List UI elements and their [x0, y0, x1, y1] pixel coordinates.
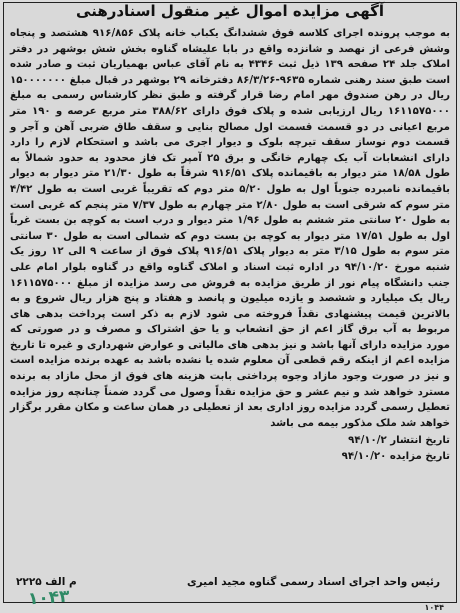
notice-body-block: [10, 26, 450, 465]
handwritten-number-stamp: ۱۰۴۳: [27, 586, 71, 610]
publish-date: تاریخ انتشار ۹۴/۱۰/۲: [348, 435, 450, 447]
notice-title: آگهی مزایده اموال غیر منقول اسنادرهنی: [76, 2, 384, 20]
issuer-signature: رئیس واحد اجرای اسناد رسمی گناوه مجید امیری: [187, 576, 440, 588]
notice-code: م الف ۲۲۲۵: [16, 576, 77, 588]
auction-date: تاریخ مزایده ۹۴/۱۰/۲۰: [341, 451, 450, 463]
notice-dates: [10, 433, 450, 464]
notice-body-text: به موجب پرونده اجرای کلاسه فوق ششدانگ یکباب خانه پلاک ۹۱۶/۸۵۶ هشتصد و پنجاه وشش فرعی از نهصد و شانزده واقع در بابا علیشاه گناوه بخش شش بوشهر در دفتر املاک جلد ۲۴ صفحه ۱۳۹ ذیل ثبت ۴۳۴۶ به نام آقای عباس بهمیاریان ثبت و صادر شده است طبق سند رهنی شماره ۹۶۳۵-۸۶/۳/۲۶ دفترخانه ۲۹ بوشهر در قبال مبلغ ۱۵۰۰۰۰۰۰۰ ریال در رهن صندوق مهر امام رضا قرار گرفته و طبق نظر کارشناس رسمی به مبلغ ۱۶۱۱۵۷۵۰۰۰ ریال ارزیابی شده و پلاک فوق دارای ۳۸۸/۶۲ متر مربع عرصه و ۱۹۰ متر مربع اعیانی در دو قسمت قسمت اول مصالح بنایی و سقف طاق ضربی آهن و آجر و قسمت دوم نوساز سقف تیرچه بلوک و دیوار اجری می باشد و استحکام لازم را دارد دارای انشعابات آب یک چهارم خانگی و برق ۲۵ آمپر تک فاز محدود به حدود شمالاً به طول ۱۸/۵۸ متر دیوار به باقیمانده پلاک ۹۱۶/۵۱ شرقاً به طول ۲۱/۳۰ متر دیوار به دیوار باقیمانده نامبرده جنوباً اول به طول ۵/۲۰ متر دوم که تقریباً غربی است به طول ۴/۴۲ متر سوم که شرقی است به طول ۲/۸۰ متر چهارم به طول ۷/۳۷ متر پنجم که غربی است به طول ۲۰ سانتی متر ششم به طول ۱/۹۶ متر دیوار و درب است به کوچه بن بست غرباً اول به طول ۱۷/۵۱ متر دیوار به کوچه بن بست دوم که شمالی است به طول ۳۰ سانتی متر سوم به طول ۳/۱۵ متر به دیوار پلاک ۹۱۶/۵۱ پلاک فوق از ساعت ۹ الی ۱۲ روز یک شنبه مورخ ۹۴/۱۰/۲۰ در اداره ثبت اسناد و املاک گناوه واقع در گناوه بلوار امام علی جنب دانشگاه پیام نور از طریق مزایده به فروش می رسد مزایده از مبلغ ۱۶۱۱۵۷۵۰۰۰ ریال یک میلیارد و ششصد و یازده میلیون و پانصد و هفتاد و پنج هزار ریال شروع و به بالاترین قیمت پیشنهادی نقداً فروخته می شود لازم به ذکر است پرداخت بدهی های مربوط به آب برق گاز اعم از حق انشعاب و یا حق اشتراک و مصرف و در صورتی که مورد مزایده دارای آنها باشد و نیز بدهی های مالیاتی و عوارض شهرداری و غیره تا تاریخ مزایده اعم از اینکه رقم قطعی آن معلوم شده یا نشده باشد به عهده برنده مزایده است و نیز در صورت وجود مازاد وجوه پرداختی بابت هزینه های فوق از محل مازاد به برنده مسترد خواهد شد و نیم عشر و حق مزایده نقداً وصول می گردد ضمناً چنانچه روز مزایده تعطیل رسمی گردد مزایده روز اداری بعد از تعطیلی در همان ساعت و مکان مقرر برگزار خواهد شد ملک مذکور بیمه می باشد: [10, 28, 451, 429]
corner-code: ۱۰۴۴: [424, 603, 444, 612]
